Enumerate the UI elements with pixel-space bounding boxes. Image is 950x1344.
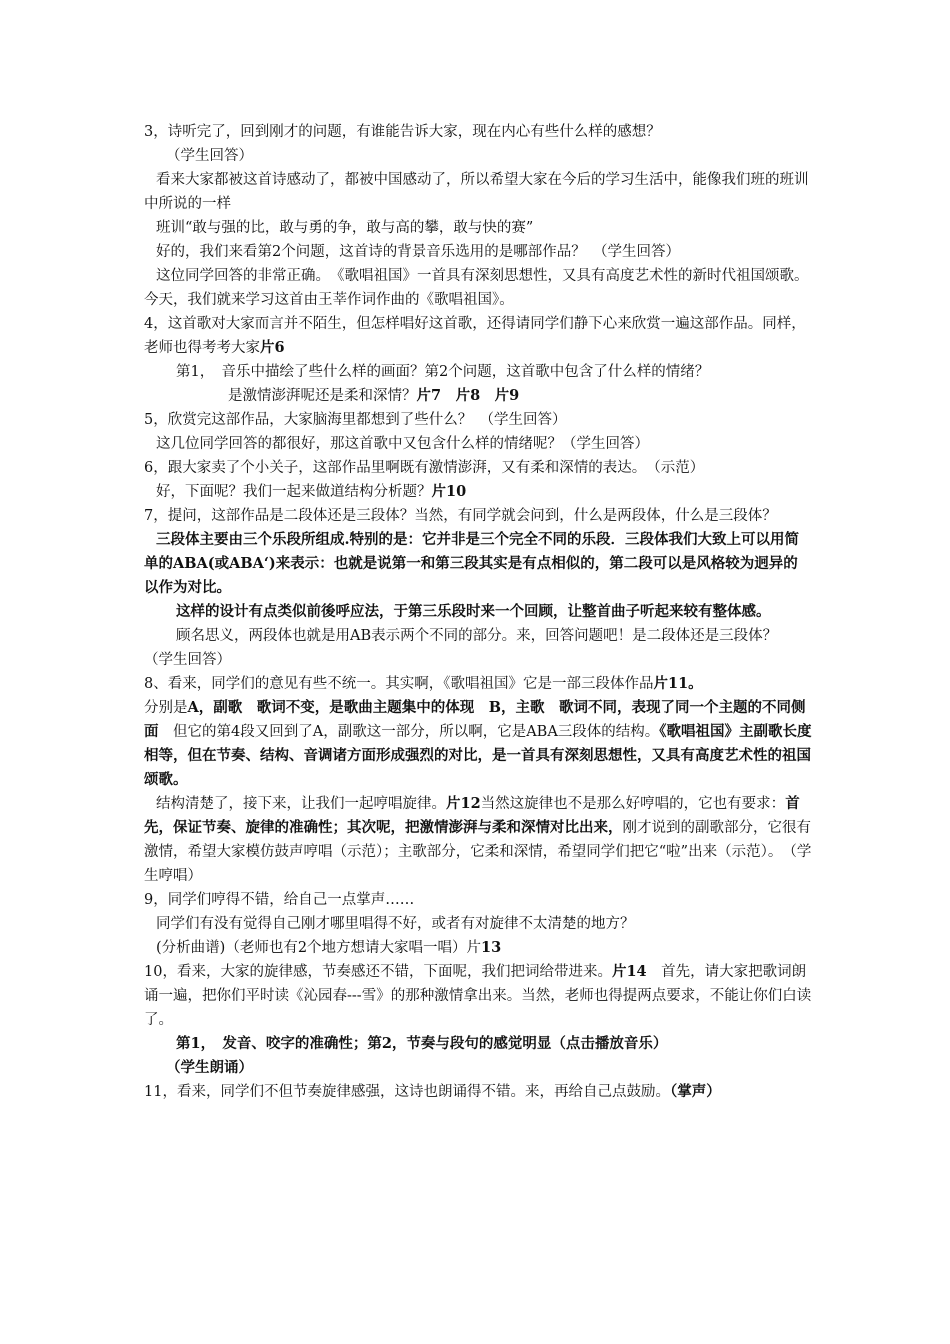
paragraph-q8: 8、看来，同学们的意见有些不统一。其实啊，《歌唱祖国》它是一部三段体作品片11。 <box>144 675 703 692</box>
paragraph-ternary-design: 这样的设计有点类似前後呼应法，于第三乐段时来一个回顾，让整首曲子听起来较有整体感。 <box>176 603 771 620</box>
paragraph-q5: 5，欣赏完这部作品，大家脑海里都想到了些什么？ （学生回答） <box>144 412 567 428</box>
paragraph-structure-intro: 好，下面呢？我们一起来做道结构分析题？片10 <box>156 483 467 500</box>
paragraph-structure-analysis: 分别是A，副歌 歌词不变，是歌曲主题集中的体现 B，主歌 歌词不同，表现了同一个主题的不同侧面 但它的第4段又回到了A，副歌这一部分，所以啊，它是ABA三段体的结构。《歌唱祖国》主副歌长度相等，但在节奏、结构、音调诸方面形成强烈的对比，是一首具有深刻思想性，又具有高度艺术性的祖国颂歌。 <box>144 699 812 788</box>
slide-ref: 13 <box>481 939 502 956</box>
paragraph-listening-questions-cont: 是激情澎湃呢还是柔和深情？片7 片8 片9 <box>228 387 520 404</box>
paragraph-class-motto-intro: 看来大家都被这首诗感动了，都被中国感动了，所以希望大家在今后的学习生活中，能像我们班的班训中所说的一样 <box>144 172 809 212</box>
slide-ref: 片7 片8 片9 <box>416 387 520 404</box>
paragraph-hum-melody: 结构清楚了，接下来，让我们一起哼唱旋律。片12当然这旋律也不是那么好哼唱的，它也有要求：首先，保证节奏、旋律的准确性；其次呢，把激情澎湃与柔和深情对比出来，刚才说到的副歌部分，它很有激情，希望大家模仿鼓声哼唱（示范）；主歌部分，它柔和深情，希望同学们把它“啦”出来（示范）。 （学生哼唱） <box>144 795 812 884</box>
lesson-plan-text <box>144 120 812 1104</box>
paragraph-binary-definition: 顾名思义，两段体也就是用AB表示两个不同的部分。来，回答问题吧！是二段体还是三段体？ （学生回答） <box>144 628 792 668</box>
paragraph-student-answer-1: （学生回答） <box>166 148 253 164</box>
slide-ref: 片10 <box>431 483 467 500</box>
paragraph-question-2: 好的，我们来看第2个问题，这首诗的背景音乐选用的是哪部作品？ （学生回答） <box>156 244 680 260</box>
slide-ref: 片14 <box>611 963 647 980</box>
paragraph-emotion-question: 这几位同学回答的都很好，那这首歌中又包含什么样的情绪呢？（学生回答） <box>156 436 649 452</box>
slide-ref: 片12 <box>446 795 481 812</box>
paragraph-q4: 4，这首歌对大家而言并不陌生，但怎样唱好这首歌，还得请同学们静下心来欣赏一遍这部作品。同样，老师也得考考大家片6 <box>144 316 806 356</box>
paragraph-q3: 3，诗听完了，回到刚才的问题，有谁能告诉大家，现在内心有些什么样的感想？ <box>144 124 661 140</box>
paragraph-q11: 11，看来，同学们不但节奏旋律感强，这诗也朗诵得不错。来，再给自己点鼓励。（掌声） <box>144 1083 721 1100</box>
slide-ref: 片11。 <box>653 675 703 692</box>
paragraph-ternary-definition: 三段体主要由三个乐段所组成.特别的是：它并非是三个完全不同的乐段．三段体我们大致上可以用简单的ABA(或ABA‘)来表示：也就是说第一和第三段其实是有点相似的，第二段可以是风格较为迥异的以作为对比。 <box>144 531 800 596</box>
paragraph-student-recitation: （学生朗诵） <box>166 1059 253 1076</box>
paragraph-q9: 9，同学们哼得不错，给自己一点掌声…… <box>144 892 415 908</box>
paragraph-difficult-spots: 同学们有没有觉得自己刚才哪里唱得不好，或者有对旋律不太清楚的地方？ <box>156 916 635 932</box>
paragraph-song-intro: 这位同学回答的非常正确。 《歌唱祖国》一首具有深刻思想性，又具有高度艺术性的新时代祖国颂歌。今天，我们就来学习这首由王莘作词作曲的《歌唱祖国》。 <box>144 268 809 308</box>
paragraph-q6: 6，跟大家卖了个小关子，这部作品里啊既有激情澎湃，又有柔和深情的表达。 （示范） <box>144 460 705 476</box>
paragraph-listening-questions: 第1， 音乐中描绘了些什么样的画面？第2个问题，这首歌中包含了什么样的情绪？ <box>176 364 710 380</box>
slide-ref: 片6 <box>260 339 285 356</box>
paragraph-recitation-requirements: 第1， 发音、咬字的准确性；第2，节奏与段句的感觉明显（点击播放音乐） <box>176 1035 668 1052</box>
paragraph-q7: 7，提问，这部作品是二段体还是三段体？当然，有同学就会问到，什么是两段体，什么是三段体？ <box>144 508 777 524</box>
paragraph-q10: 10，看来，大家的旋律感，节奏感还不错，下面呢，我们把词给带进来。片14 首先，请大家把歌词朗诵一遍，把你们平时读《沁园春---雪》的那种激情拿出来。当然，老师也得提两点要求，不能让你们白读了。 <box>144 963 812 1028</box>
paragraph-score-analysis: (分析曲谱)（老师也有2个地方想请大家唱一唱）片13 <box>156 939 502 956</box>
paragraph-class-motto: 班训“敢与强的比，敢与勇的争，敢与高的攀，敢与快的赛” <box>156 220 534 236</box>
